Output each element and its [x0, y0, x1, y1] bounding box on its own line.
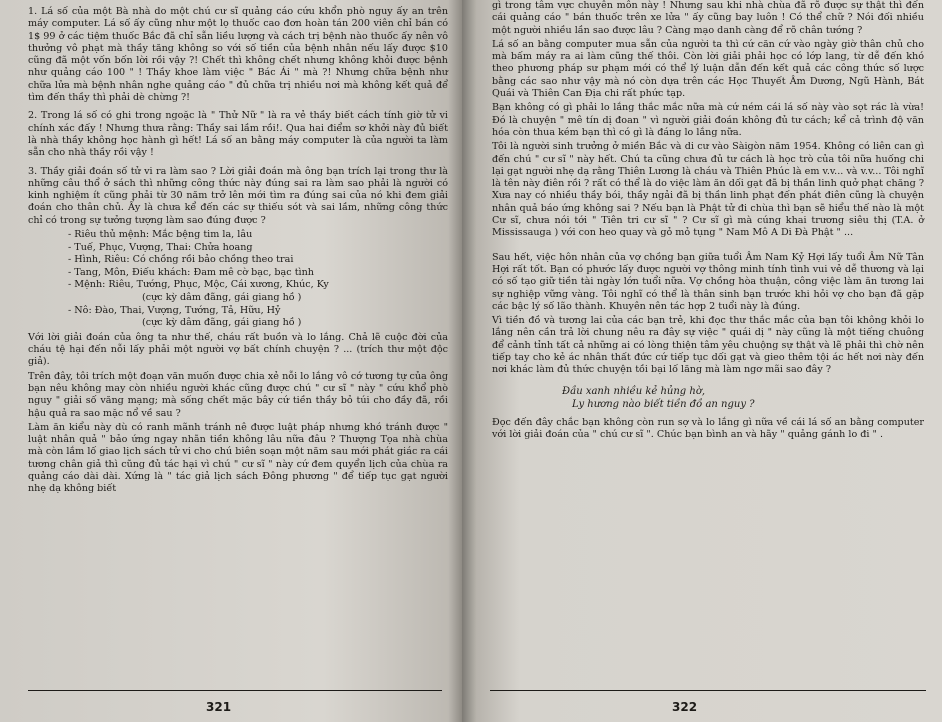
paragraph-2: Lá số an bằng computer mua sẵn của người ta thì cứ căn cứ vào ngày giờ thân chủ cho mà bấm máy ra ai làm cũng thế thôi. Còn lời giải phải học có lớp lang, từ dễ đến khó theo phương pháp sư phạm mới có thể lý luận dẫn đến kết quả các công thức số lược bằng các sao như vậy mà nó còn dựa trên các Học Thuyết Âm Dương, Ngũ Hành, Bát Quái và Thiên Can Địa chi rất phức tạp.: [492, 38, 924, 100]
footer-rule: [28, 690, 442, 691]
poem-line-1: Đầu xanh nhiều kẻ hủng hờ,: [562, 385, 706, 397]
paragraph-5: Trên đây, tôi trích một đoạn văn muốn được chia xẻ nỗi lo lắng vô cớ tương tự của ông bạn nêu không may còn nhiều người khác cũng được chú " cư sĩ " này " cứu khổ phò nguy " giải số văng mạng; mà sống chết mặc bây cứ tiền thầy bỏ túi cho đầy đã, rồi hậu quả ra sao mặc nổ về sau ?: [28, 370, 448, 419]
closing-paragraph: Đọc đến đây chắc bạn không còn run sợ và lo lắng gì nữa về cái lá số an bằng computer với lời giải đoán của " chú cư sĩ ". Chúc bạn bình an và hãy " quảng gánh lo đi " .: [492, 416, 924, 440]
list-item: - Tuế, Phục, Vượng, Thai: Chửa hoang: [68, 241, 253, 253]
paragraph-4: Tôi là người sinh trưởng ở miền Bắc và di cư vào Sàigòn năm 1954. Không có liên can gì đến chú " cư sĩ " này hết. Chú ta cũng chưa đủ tư cách là học trò của tôi nữa huống chi lại gạt người nhẹ dạ rằng Thiên Lương là cháu và Thiên Phúc là em v.v... và v.v... Tôi nghĩ là tên này điên rồi ? rất có thể là do việc làm ăn dối gạt đã bị thần linh quở phạt chăng ? Xưa nay có nhiều thầy bói, thầy ngải đã bị thần linh phạt đến phát điên cũng là chuyện nhân quả báo ứng không sai ? Nếu bạn là Phật tử đi chùa thì bạn sẽ hiểu thế nào là một Cư sĩ, chưa nói tới " Tiên tri cư sĩ " ? Cư sĩ gì mà cúng khai trương siêu thị (T.A. ở Mississauga ) với con heo quay và gỏ mỏ tụng " Nam Mô A Di Đà Phật " ...: [492, 141, 924, 239]
horoscope-list: [28, 229, 448, 330]
footer-rule: [490, 690, 926, 691]
paragraph-2: 2. Trong lá số có ghi trong ngoặc là " Thử Nữ " là ra vẻ thầy biết cách tính giờ tử vi chính xác đấy ! Nhưng thưa rằng: Thầy sai lầm rồi!. Qua hai điểm sơ khởi này đủ biết là nhà thầy không học hành gì hết! Lá số an bằng máy computer là của người ta làm sẵn cho nhà thầy rồi vậy !: [28, 110, 448, 159]
paragraph-3: 3. Thầy giải đoán số tử vi ra làm sao ? Lời giải đoán mà ông bạn trích lại trong thư là những câu thổ ở sách thì những công thức này đúng sai ra làm sao phải là người có kinh nghiệm ít cũng phải từ 30 năm trở lên mới tìm ra đúng sai của nó khi đem giải đoán cho thân chủ. Ấy là chưa kể đến các sự thiếu sót và sai lầm, những công thức chỉ có trong sự tưởng tượng làm sao đúng được ?: [28, 165, 448, 226]
paragraph-6: Làm ăn kiểu này dù có ranh mãnh tránh nê được luật pháp nhưng khó tránh được " luật nhân quả " bảo ứng ngay nhãn tiền không lâu nữa đâu ? Thượng Tọa nhà chùa mà còn lắm lố giao lịch sách tử vi cho chú biên soạn một năm sau mới phát giác ra cái tương chân giả thì cũng đủ tác hại vì chú " cư sĩ " này cứ đem quyển lịch của chùa ra quảng cáo dài dài. Xứng là " tác giả lịch sách Đông phương " để tiếp tục gạt người nhẹ dạ không biết: [28, 421, 448, 495]
list-item: - Nô: Đào, Thai, Vượng, Tướng, Tả, Hữu, Hỷ: [68, 304, 281, 316]
list-item: - Riêu thủ mệnh: Mắc bệng tim la, lâu: [68, 229, 253, 241]
paragraph-1: 1. Lá số của một Bà nhà do một chú cư sĩ quảng cáo cứu khổn phò nguy ấy an trên máy computer. Lá số ấy cũng như một lọ thuốc cao đơn hoàn tán 200 viên chỉ bán có 1$ 99 ở các tiệm thuốc Bắc đã chỉ sẵn liều lượng và cách trị bệnh nào thuốc ấy nên vô thưởng vô phạt mà thầy tăng không so với số tiền của bệnh nhân nếu lấy được $10 cũng đã một vốn bốn lời rồi vậy ?! Chết thì không chết nhưng không khỏi được bệnh như quảng cáo 100 " ! Thầy khoe làm việc " Bác Ái " mà ?! Nhưng chữa bệnh như chữa lửa mà bệnh nhân nghe quảng cáo " đủ chữa trị nhiều nơi mà không kết quả để tìm đến thầy thì phải dè chừng ?!: [28, 6, 448, 104]
page-number: 322: [672, 700, 698, 714]
left-page: [0, 0, 462, 722]
page-number: 321: [206, 700, 232, 714]
poem: [492, 385, 924, 411]
list-item-note: (cực kỳ dâm đãng, gái giang hồ ): [142, 317, 302, 329]
paragraph-6: Vì tiền đồ và tương lai của các bạn trẻ, khi đọc thư thắc mắc của bạn tôi không khỏi lo lắng nên cần trả lời chung nêu ra đây sự việc " quái dị " này cũng là một tiếng chuông để cảnh tỉnh tất cả những ai có lòng thiện tâm yêu chuộng sự thật và lẽ phải thì chờ nên tiếp tay cho kẻ ác nhân thất đức cứ tiếp tục dối gạt và gieo thêm tội ác hết nơi này đến nơi khác làm đủ thức chuyện tồi bại lố lăng mà làm ngơ mãi sao đây ?: [492, 315, 924, 376]
poem-line-2: Ly hương nào biết tiền đồ an nguy ?: [572, 398, 755, 410]
paragraph-1: gì trong tâm vực chuyên môn này ! Nhưng sau khi nhà chùa đã rõ được sự thật thì đến cái quảng cáo " bán thuốc trên xe lửa " ấy cũng bay luôn ! Có thể chữ ? Nói đối nhiều một người nhiều lần sao được lâu ? Càng mạo danh càng để rõ chân tướng ?: [492, 0, 924, 36]
paragraph-3: Bạn không có gì phải lo lắng thắc mắc nữa mà cứ ném cái lá số này vào sọt rác là vừa! Đó là chuyện " mê tín dị đoan " vì người giải đoán không đủ tư cách; kể cả trình độ văn hóa còn thua kém bạn thì có gì là đáng lo lắng nữa.: [492, 102, 924, 138]
list-item: - Mệnh: Riêu, Tướng, Phục, Mộc, Cái xương, Khúc, Ky: [68, 279, 329, 291]
list-item: - Tang, Môn, Điếu khách: Đam mê cờ bạc, bạc tình: [68, 266, 314, 278]
paragraph-4: Với lời giải đoán của ông ta như thế, cháu rất buồn và lo lắng. Chả lẽ cuộc đời của cháu tệ hại đến nỗi lấy phải một người vợ bất chính chuyện ? ... (trích thư một độc giả).: [28, 331, 448, 368]
paragraph-5: Sau hết, việc hôn nhân của vợ chồng bạn giữa tuổi Âm Nam Kỷ Hợi lấy tuổi Âm Nữ Tân Hợi rất tốt. Bạn có phước lấy được người vợ thông minh tính tình vui vẻ dễ thương và lại có số tạo giữ tiền tài ngày lớn tuổi nữa. Vợ chồng hòa thuận, công việc làm ăn tương lai sự nghiệp vững vàng. Tôi nghĩ có thể là thân sinh bạn trước khi hỏi vợ cho bạn đã gặp các bậc lý số lão thành. Khuyên nên tác hợp 2 tuổi này là đúng.: [492, 251, 924, 312]
right-page: [462, 0, 942, 722]
list-item-note: (cực kỳ dâm đãng, gái giang hồ ): [142, 292, 302, 304]
list-item: - Hình, Riêu: Có chồng rồi bảo chồng theo trai: [68, 254, 294, 266]
